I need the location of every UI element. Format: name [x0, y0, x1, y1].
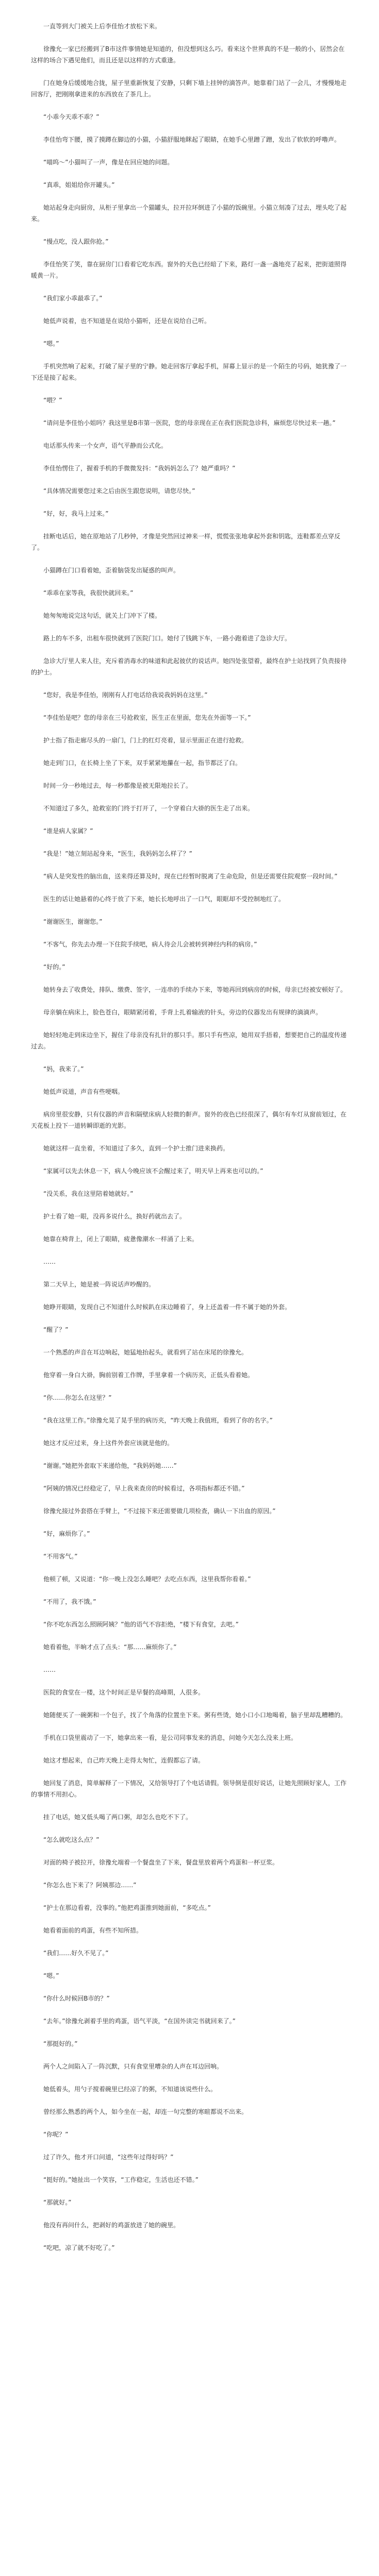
paragraph: “谢谢。”她把外套取下来递给他，“我妈妈她……” [43, 1462, 177, 1469]
paragraph: 第二天早上，她是被一阵说话声吵醒的。 [43, 1281, 155, 1288]
paragraph: “具体情况需要您过来之后由医生跟您说明，请您尽快。” [43, 487, 195, 495]
paragraph: 护士指了指走廊尽头的一扇门，门上的红灯亮着，显示里面正在进行抢救。 [43, 737, 248, 744]
paragraph: “你怎么也下来了？阿姨那边……” [43, 1882, 137, 1889]
paragraph: 他穿着一身白大褂，胸前别着工作牌，手里拿着一个病历夹，正低头看着她。 [43, 1371, 254, 1379]
paragraph: “挺好的。”她扯出一个笑容，“工作稳定，生活也还不错。” [43, 2176, 199, 2183]
paragraph: “你呢？” [43, 2131, 69, 2138]
paragraph: 母亲躺在病床上，脸色苍白，眼睛紧闭着，手背上扎着输液的针头，旁边的仪器发出有规律的滴滴声。 [43, 1009, 322, 1016]
paragraph: “没关系，我在这里陪着她就好。” [43, 1190, 134, 1197]
paragraph: 她这才反应过来，身上这件外套应该就是他的。 [43, 1439, 174, 1447]
paragraph: “慢点吃，没人跟你抢。” [43, 238, 109, 245]
paragraph: “吃吧，凉了就不好吃了。” [43, 2244, 115, 2251]
paragraph: …… [43, 1258, 56, 1265]
paragraph: 护士看了她一眼，没再多说什么，换好药就出去了。 [43, 1213, 186, 1220]
paragraph: “病人是突发性的脑出血，送来得还算及时，现在已经暂时脱离了生命危险，但是还需要住院观察一段时间。” [43, 873, 338, 880]
paragraph: 她转身去了收费处，排队、缴费、签字，一连串的手续办下来，等她再回到病房的时候，母亲已经被安顿好了。 [43, 986, 347, 993]
paragraph: “乖乖在家等我，我很快就回来。” [43, 589, 134, 597]
paragraph: “醒了？” [43, 1326, 69, 1333]
paragraph: 挂断电话后，她在原地站了几秒钟，才像是突然回过神来一样，慌慌张张地拿起外套和钥匙，连鞋都差点穿反了。 [31, 533, 341, 551]
paragraph: 她睁开眼睛，发现自己不知道什么时候趴在床边睡着了，身上还盖着一件不属于她的外套。 [43, 1303, 291, 1311]
paragraph: “嗯。” [43, 340, 59, 347]
paragraph: 一直等到大门被关上后李佳怡才放松下来。 [43, 23, 161, 30]
paragraph: 急诊大厅里人来人往，充斥着消毒水的味道和此起彼伏的说话声。她四处张望着，最终在护士站找到了负责接待的护士。 [31, 657, 347, 676]
paragraph: 她看着他，半晌才点了点头：“那……麻烦你了。” [43, 1643, 177, 1651]
paragraph: 电话那头传来一个女声，语气平静而公式化。 [43, 442, 168, 449]
paragraph: 徐豫允接过外套搭在手臂上，“不过接下来还需要做几项检查，确认一下出血的原因。” [43, 1507, 276, 1515]
paragraph: 小猫蹲在门口看着她，歪着脑袋发出疑惑的叫声。 [43, 567, 180, 574]
paragraph: “李佳怡是吧？您的母亲在三号抢救室，医生正在里面，您先在外面等一下。” [43, 714, 251, 721]
paragraph: 手机在口袋里震动了一下，她拿出来一看，是公司同事发来的消息，问她今天怎么没来上班。 [43, 1734, 298, 1741]
paragraph: 李佳怡愣住了，握着手机的手微微发抖：“我妈妈怎么了？她严重吗？” [43, 465, 236, 472]
paragraph: “阿姨的情况已经稳定了，早上我来查房的时候看过，各项指标都还不错。” [43, 1485, 245, 1492]
paragraph: 她轻轻地走到床边坐下，握住了母亲没有扎针的那只手。那只手有些凉，她用双手捂着，想要把自己的温度传递过去。 [31, 1031, 347, 1050]
paragraph: 路上的车不多，出租车很快就到了医院门口。她付了钱跳下车，一路小跑着进了急诊大厅。 [43, 635, 291, 642]
paragraph: “好的。” [43, 963, 65, 971]
paragraph: 他顿了顿，又说道：“你一晚上没怎么睡吧？去吃点东西，这里我帮你看着。” [43, 1575, 251, 1583]
paragraph: “你不吃东西怎么照顾阿姨？”他的语气不容拒绝，“楼下有食堂，去吧。” [43, 1621, 239, 1628]
paragraph: 她回复了消息，简单解释了一下情况，又给领导打了个电话请假。领导倒是很好说话，让她先照顾好家人，工作的事情不用担心。 [31, 1780, 347, 1798]
paragraph: 她看着面前的鸡蛋，有些不知所措。 [43, 1927, 143, 1934]
paragraph: 李佳怡笑了笑，靠在厨房门口看着它吃东西。窗外的天色已经暗了下来，路灯一盏一盏地亮了起来，把街道照得暖黄一片。 [31, 261, 347, 279]
paragraph: 挂了电话，她又低头喝了两口粥，却怎么也吃不下了。 [43, 1814, 192, 1821]
paragraph: “谢谢医生，谢谢您。” [43, 918, 103, 925]
paragraph: 她就这样一直坐着，不知道过了多久，直到一个护士推门进来换药。 [43, 1145, 229, 1152]
paragraph: 门在她身后缓缓地合拢，屋子里重新恢复了安静，只剩下墙上挂钟的滴答声。她靠着门站了一会儿，才慢慢地走回客厅，把刚刚拿进来的东西放在了茶几上。 [31, 79, 347, 98]
paragraph: “不用客气。” [43, 1553, 78, 1560]
paragraph: “喵呜～”小猫叫了一声，像是在回应她的问题。 [43, 159, 174, 166]
paragraph: “我们……好久不见了。” [43, 1950, 109, 1957]
paragraph: 医生的话让她悬着的心终于放了下来，她长长地呼出了一口气，眼眶却不受控制地红了。 [43, 895, 285, 903]
paragraph: “你什么时候回B市的？” [43, 1995, 110, 2002]
paragraph: “好，麻烦你了。” [43, 1530, 90, 1537]
paragraph: “我是！”她立刻站起身来，“医生，我妈妈怎么样了？” [43, 850, 192, 857]
paragraph: “怎么就吃这么点？” [43, 1836, 100, 1843]
paragraph: “您好，我是李佳怡，刚刚有人打电话给我说我妈妈在这里。” [43, 691, 208, 699]
paragraph: 她低着头，用勺子搅着碗里已经凉了的粥，不知道该说些什么。 [43, 2086, 217, 2093]
paragraph: “不用了，我不饿。” [43, 1598, 96, 1605]
paragraph: 她这才想起来，自己昨天晚上走得太匆忙，连假都忘了请。 [43, 1757, 205, 1764]
paragraph: 手机突然响了起来，打破了屋子里的宁静。她走回客厅拿起手机，屏幕上显示的是一个陌生的号码，她犹豫了一下还是接了起来。 [31, 363, 347, 381]
paragraph: 两个人之间陷入了一阵沉默，只有食堂里嘈杂的人声在耳边回响。 [43, 2063, 223, 2070]
paragraph: “我在这里工作。”徐豫允晃了晃手里的病历夹，“昨天晚上我值班，看到了你的名字。” [43, 1417, 273, 1424]
paragraph: 不知道过了多久，抢救室的门终于打开了，一个穿着白大褂的医生走了出来。 [43, 805, 254, 812]
paragraph: “妈，我来了。” [43, 1065, 84, 1073]
paragraph: 她匆匆地说完这句话，就关上门冲下了楼。 [43, 612, 161, 619]
paragraph: 她走到门口，在长椅上坐了下来，双手紧紧地攥在一起，指节都泛了白。 [43, 759, 242, 767]
paragraph: “你……你怎么在这里？” [43, 1394, 112, 1401]
paragraph: 对面的椅子被拉开，徐豫允端着一个餐盘坐了下来，餐盘里放着两个鸡蛋和一杯豆浆。 [43, 1859, 279, 1866]
paragraph: “真乖，姐姐给你开罐头。” [43, 181, 115, 189]
paragraph: 徐豫允一家已经搬到了B市这件事情她是知道的，但没想到这么巧。看来这个世界真的不是一般的小，居然会在这样的场合下遇见他们，而且还是以这样的方式重逢。 [31, 45, 345, 64]
paragraph: “好，好，我马上过来。” [43, 510, 109, 517]
paragraph: “不客气，你先去办理一下住院手续吧，病人待会儿会被转到神经内科的病房。” [43, 941, 257, 948]
paragraph: “小乖今天乖不乖？” [43, 113, 100, 121]
paragraph: “护士在那边看着，没事的。”他把鸡蛋推到她面前，“多吃点。” [43, 1904, 211, 1911]
paragraph: “喂？” [43, 397, 62, 404]
paragraph: 病房里很安静，只有仪器的声音和隔壁床病人轻微的鼾声。窗外的夜色已经很深了，偶尔有车灯从窗前划过，在天花板上投下一道转瞬即逝的光影。 [31, 1111, 347, 1129]
paragraph: 李佳怡弯下腰，摸了摸蹲在脚边的小猫，小猫舒服地眯起了眼睛，在她手心里蹭了蹭，发出了软软的呼噜声。 [43, 136, 341, 143]
paragraph: 她靠在椅背上，闭上了眼睛，疲惫像潮水一样涌了上来。 [43, 1235, 199, 1243]
paragraph: “我们家小乖最乖了。” [43, 295, 103, 302]
paragraph: 过了许久，他才开口问道，“这些年过得好吗？” [43, 2154, 174, 2161]
paragraph: “那就好。” [43, 2199, 72, 2206]
paragraph: “谁是病人家属？” [43, 827, 93, 835]
paragraph: …… [43, 1666, 56, 1673]
paragraph: “那挺好的。” [43, 2040, 78, 2047]
paragraph: 他没有再问什么，把剥好的鸡蛋放进了她的碗里。 [43, 2222, 180, 2229]
paragraph: “去年。”徐豫允剥着手里的鸡蛋，语气平淡，“在国外读完书就回来了。” [43, 2018, 236, 2025]
paragraph: “请问是李佳怡小姐吗？我这里是B市第一医院，您的母亲现在正在我们医院急诊科，麻烦您尽快过来一趟。” [43, 419, 336, 427]
paragraph: 她站起身走向厨房，从柜子里拿出一个猫罐头，拉开拉环倒进了小猫的饭碗里。小猫立刻凑了过去，埋头吃了起来。 [31, 204, 347, 223]
paragraph: 医院的食堂在一楼，这个时间正是早餐的高峰期，人很多。 [43, 1689, 205, 1696]
paragraph: 她低声说道，声音有些哽咽。 [43, 1088, 124, 1095]
paragraph: 曾经那么熟悉的两个人，如今坐在一起，却连一句完整的寒暄都说不出来。 [43, 2108, 248, 2115]
story-text [31, 21, 348, 2253]
paragraph: “嗯。” [43, 1972, 59, 1979]
paragraph: 她随便买了一碗粥和一个包子，找了个角落的位置坐下来。粥有些烫，她小口小口地喝着，脑子里却乱糟糟的。 [43, 1711, 347, 1719]
paragraph: “家属可以先去休息一下，病人今晚应该不会醒过来了，明天早上再来也可以的。” [43, 1167, 263, 1175]
paragraph: 时间一分一秒地过去，每一秒都像是被无限地拉长了。 [43, 782, 192, 789]
paragraph: 一个熟悉的声音在耳边响起，她猛地抬起头，就看到了站在床尾的徐豫允。 [43, 1349, 248, 1356]
paragraph: 她低声说着，也不知道是在说给小猫听，还是在说给自己听。 [43, 317, 211, 325]
